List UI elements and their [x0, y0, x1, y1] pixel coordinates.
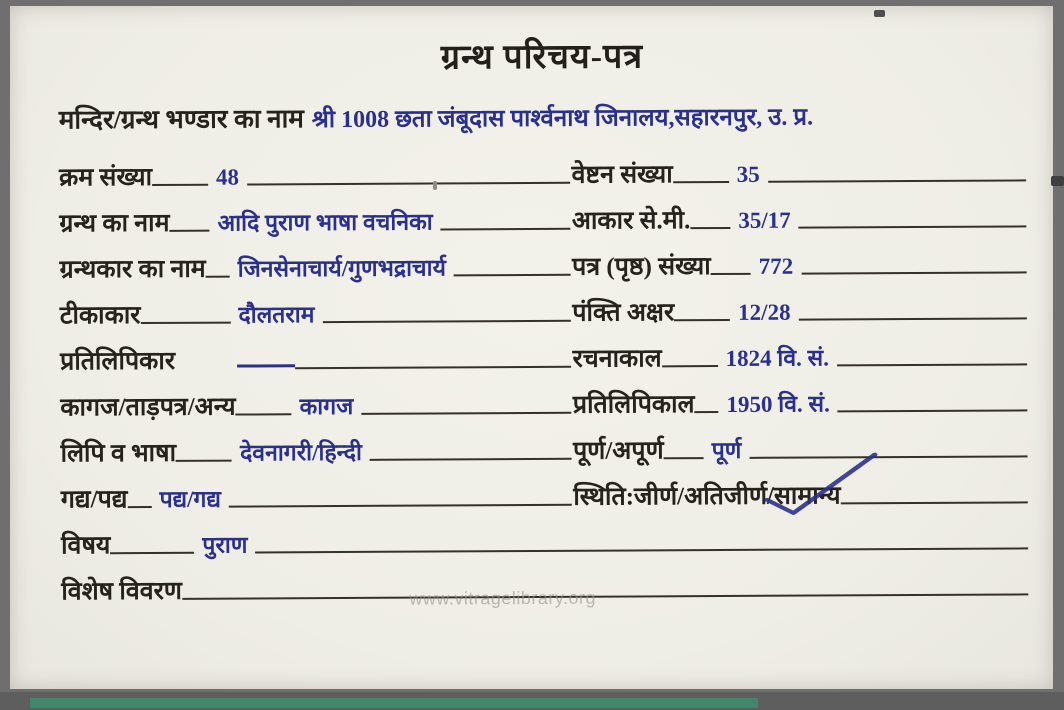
field-value: 772	[758, 254, 794, 280]
watermark-text: www.vitragelibrary.org	[409, 587, 597, 609]
rule-line	[838, 409, 1028, 412]
field-complete-incomplete	[573, 431, 1028, 466]
field-condition	[573, 477, 1028, 512]
field-label: विशेष विवरण	[61, 577, 182, 606]
field-value: 1950 वि. सं.	[726, 391, 830, 418]
rule-line	[673, 181, 729, 183]
rule-line	[662, 365, 718, 367]
rule-line	[182, 593, 1028, 599]
field-label: क्रम संख्या	[59, 163, 153, 192]
field-value: पूर्ण	[711, 438, 742, 464]
field-label: प्रतिलिपिकाल	[572, 391, 695, 419]
rule-line	[690, 227, 730, 229]
field-value: 48	[215, 164, 240, 191]
form-row	[60, 385, 1027, 423]
rule-line	[664, 457, 704, 459]
rule-line	[206, 276, 230, 278]
field-value: पद्य/गद्य	[159, 487, 221, 513]
rule-line	[295, 366, 571, 369]
field-value: 35/17	[738, 208, 791, 234]
field-scribe	[60, 342, 573, 378]
form-row	[60, 293, 1027, 331]
field-label: आकार से.मी.	[571, 207, 691, 235]
field-label: सामान्य	[773, 482, 841, 510]
field-label: टीकाकार	[59, 302, 141, 330]
form-row	[61, 477, 1028, 515]
rule-line	[454, 274, 570, 277]
form-row	[60, 431, 1027, 469]
field-value: 12/28	[738, 300, 791, 326]
rule-line	[170, 230, 210, 232]
rule-line	[799, 225, 1027, 228]
field-lines-letters	[572, 293, 1027, 328]
page-title: ग्रन्थ परिचय-पत्र	[440, 38, 644, 77]
field-script-language	[60, 434, 573, 470]
rule-line	[110, 552, 194, 554]
rule-line	[841, 501, 1028, 504]
field-label: ग्रन्थकार का नाम	[59, 255, 206, 284]
rule-line	[799, 317, 1027, 320]
field-value: कागज	[299, 394, 354, 420]
field-label: प्रतिलिपिकार	[59, 347, 176, 376]
rule-line	[255, 547, 1028, 553]
field-repository-name	[59, 95, 1026, 136]
form-row	[59, 247, 1026, 285]
field-value: देवनागरी/हिन्दी	[239, 440, 362, 466]
field-label: पंक्ति अक्षर	[572, 299, 675, 327]
field-label: लिपि व भाषा	[60, 439, 177, 468]
field-value: आदि पुराण भाषा वचनिका	[217, 209, 433, 237]
scan-speck	[874, 10, 885, 17]
field-material	[60, 388, 573, 424]
rule-line	[695, 411, 719, 413]
field-author-name	[59, 250, 572, 286]
field-composition-date	[572, 339, 1027, 374]
rule-line	[768, 179, 1026, 182]
field-label: ग्रन्थ का नाम	[59, 209, 170, 238]
field-value: 35	[736, 162, 760, 188]
rule-line	[801, 271, 1026, 274]
field-value: 1824 वि. सं.	[725, 345, 830, 372]
card-content	[8, 3, 1055, 691]
field-commentator	[60, 296, 573, 332]
field-value: पुराण	[202, 532, 248, 559]
field-label: वेष्टन संख्या	[571, 161, 673, 189]
field-size-cm	[572, 201, 1027, 236]
field-prose-verse	[61, 480, 574, 516]
field-copy-date	[573, 385, 1028, 420]
field-page-count	[572, 247, 1027, 282]
rule-line	[323, 320, 571, 323]
form-row	[59, 155, 1026, 193]
rule-line	[711, 273, 751, 275]
field-label: पत्र (पृष्ठ) संख्या	[572, 253, 711, 281]
rule-line	[370, 458, 571, 461]
field-value: जिनसेनाचार्य/गुणभद्राचार्य	[237, 255, 446, 282]
rule-line	[749, 455, 1027, 458]
field-label: रचनाकाल	[572, 345, 662, 373]
field-label: विषय	[60, 532, 111, 560]
field-label: मन्दिर/ग्रन्थ भण्डार का नाम	[58, 104, 304, 135]
scan-green-edge	[30, 698, 758, 708]
field-value: दौलतराम	[238, 302, 315, 328]
scan-speck	[433, 181, 437, 190]
rule-line	[441, 228, 570, 231]
handwritten-dash	[237, 364, 295, 367]
rule-line	[141, 322, 231, 324]
catalog-card	[10, 6, 1053, 689]
field-subject	[61, 523, 1028, 561]
form-row	[61, 523, 1028, 561]
rule-line	[837, 363, 1027, 366]
rule-line	[229, 504, 571, 508]
rule-line	[361, 412, 571, 415]
form-row	[60, 339, 1027, 377]
field-label: गद्य/पद्य	[60, 486, 128, 514]
field-serial-number	[59, 158, 572, 194]
form-row	[59, 201, 1026, 239]
field-book-name	[59, 204, 572, 240]
rule-line	[176, 460, 232, 462]
field-bundle-number	[572, 155, 1027, 190]
rule-line	[247, 182, 570, 186]
condition-marked-option	[774, 481, 841, 511]
rule-line	[128, 506, 152, 508]
field-label: पूर्ण/अपूर्ण	[572, 437, 664, 465]
scan-speck	[1051, 176, 1064, 186]
field-label: स्थिति:जीर्ण/अतिजीर्ण/	[573, 482, 775, 511]
form-rows	[59, 155, 1028, 607]
rule-line	[236, 413, 292, 415]
field-label: कागज/ताड़पत्र/अन्य	[60, 393, 236, 422]
rule-line	[152, 184, 208, 186]
field-value: श्री 1008 छता जंबूदास पार्श्वनाथ जिनालय,सहारनपुर, उ. प्र.	[311, 104, 814, 134]
rule-line	[674, 319, 730, 321]
